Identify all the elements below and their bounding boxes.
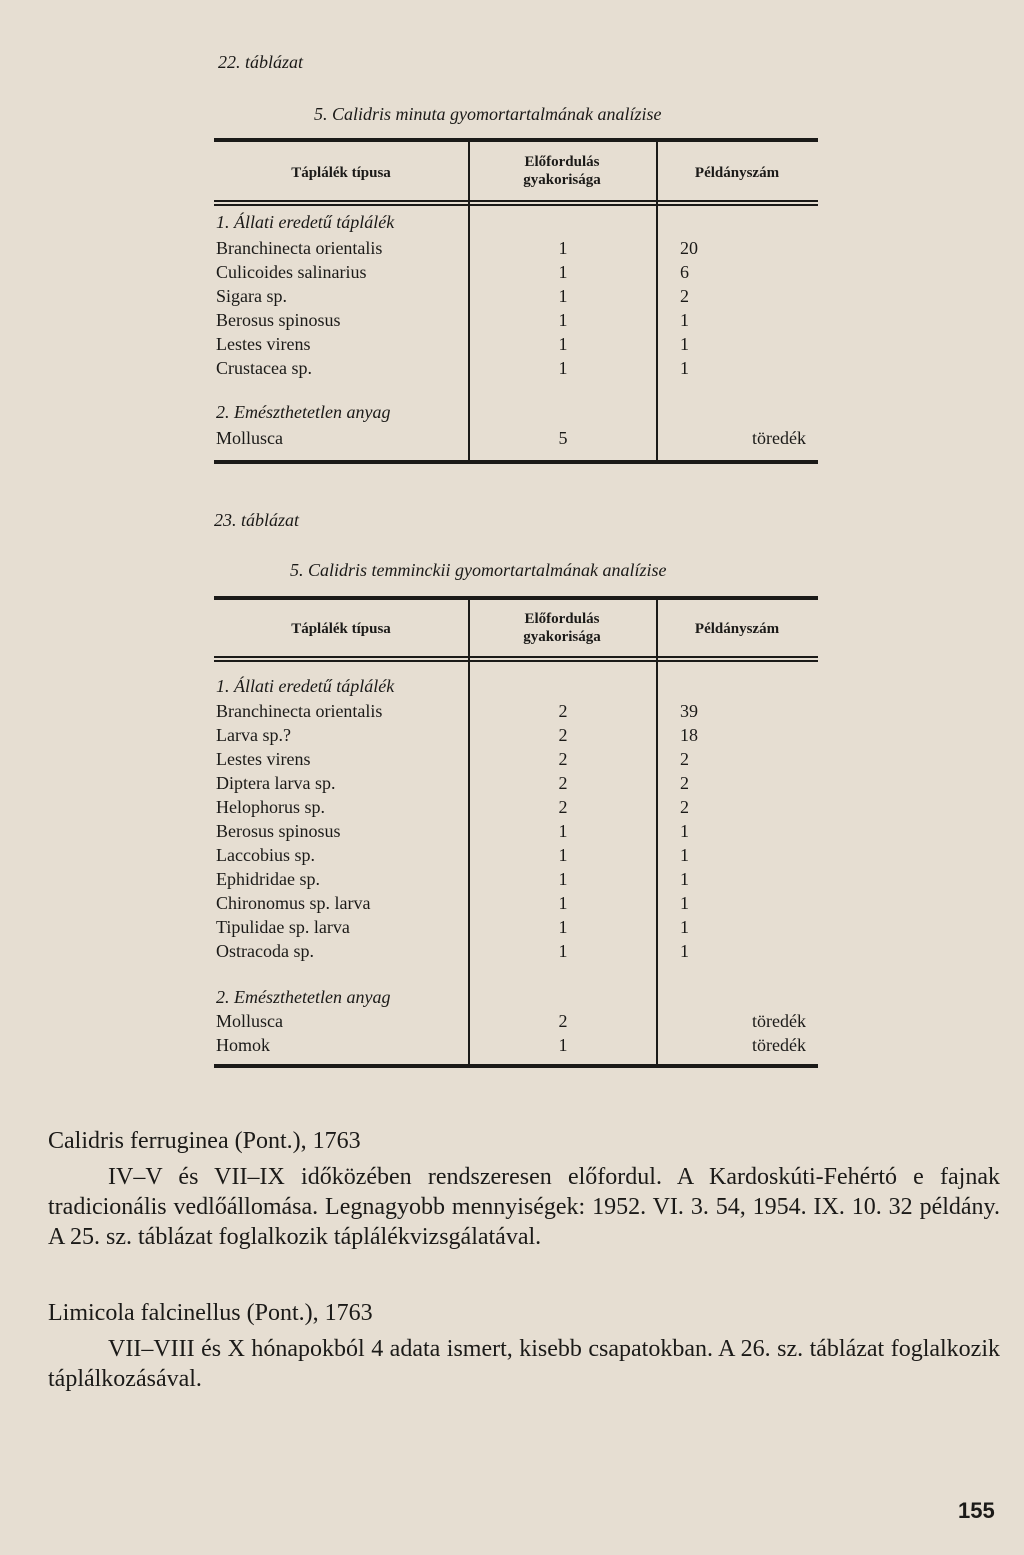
table-row — [214, 891, 818, 915]
frequency: 1 — [558, 845, 568, 865]
table-row — [214, 843, 818, 867]
table-22-title: 5. Calidris minuta gyomortartalmának analízise — [314, 104, 662, 124]
table-row — [214, 939, 818, 963]
taxon: Lestes virens — [216, 334, 311, 354]
taxon: Ephidridae sp. — [216, 869, 320, 889]
table-row — [214, 747, 818, 771]
frequency: 1 — [558, 334, 568, 354]
taxon: Mollusca — [216, 1011, 283, 1031]
header-frequency — [468, 610, 656, 646]
table-row — [214, 795, 818, 819]
table-22-label: 22. táblázat — [218, 52, 304, 72]
frequency: 1 — [558, 358, 568, 378]
species-heading-calidris-ferruginea: Calidris ferruginea (Pont.), 1763 — [48, 1128, 361, 1154]
table-top-rule — [214, 596, 818, 600]
table-row — [214, 1033, 818, 1057]
table-23-label: 23. táblázat — [214, 510, 300, 530]
header-rule — [214, 200, 818, 206]
frequency: 2 — [558, 773, 568, 793]
table-row — [214, 426, 818, 450]
section-1-label: 1. Állati eredetű táplálék — [216, 676, 395, 696]
taxon: Chironomus sp. larva — [216, 893, 371, 913]
count: 1 — [680, 941, 689, 961]
frequency: 2 — [558, 725, 568, 745]
taxon: Sigara sp. — [216, 286, 287, 306]
taxon: Crustacea sp. — [216, 358, 312, 378]
taxon: Branchinecta orientalis — [216, 701, 383, 721]
taxon: Larva sp.? — [216, 725, 291, 745]
count: 6 — [680, 262, 689, 282]
taxon: Laccobius sp. — [216, 845, 315, 865]
frequency: 1 — [558, 917, 568, 937]
count: 1 — [680, 893, 689, 913]
header-frequency-line1: Előfordulás — [524, 154, 600, 170]
count: 18 — [680, 725, 698, 745]
taxon: Homok — [216, 1035, 270, 1055]
count: 2 — [680, 773, 689, 793]
frequency: 2 — [558, 1011, 568, 1031]
frequency: 1 — [558, 941, 568, 961]
section-2-label: 2. Emészthetetlen anyag — [216, 402, 391, 422]
paragraph-limicola-falcinellus: VII–VIII és X hónapokból 4 adata ismert, kisebb csapatokban. A 26. sz. táblázat foglalkozik táplálkozásával. — [48, 1336, 1000, 1392]
frequency: 1 — [558, 821, 568, 841]
frequency: 1 — [558, 262, 568, 282]
section-heading — [214, 210, 818, 234]
table-23 — [214, 596, 818, 1068]
header-frequency-line2: gyakorisága — [523, 629, 601, 645]
section-heading — [214, 985, 818, 1009]
paragraph-calidris-ferruginea: IV–V és VII–IX időközében rendszeresen előfordul. A Kardoskúti-Fehértó e fajnak tradicionális vedlőállomása. Legnagyobb mennyiségek: 1952. VI. 3. 54, 1954. IX. 10. 32 példány. A 25. sz. táblázat foglalkozik táplálékvizsgálatával. — [48, 1164, 1000, 1250]
section-2-label: 2. Emészthetetlen anyag — [216, 987, 391, 1007]
count: 1 — [680, 845, 689, 865]
taxon: Culicoides salinarius — [216, 262, 367, 282]
taxon: Mollusca — [216, 428, 283, 448]
count: 2 — [680, 286, 689, 306]
header-count: Példányszám — [694, 165, 780, 181]
table-bottom-rule — [214, 460, 818, 464]
species-heading-limicola-falcinellus: Limicola falcinellus (Pont.), 1763 — [48, 1300, 373, 1326]
section-heading — [214, 674, 818, 698]
count: 2 — [680, 797, 689, 817]
count: 2 — [680, 749, 689, 769]
taxon: Berosus spinosus — [216, 821, 341, 841]
taxon: Berosus spinosus — [216, 310, 341, 330]
section-1-label: 1. Állati eredetű táplálék — [216, 212, 395, 232]
section-heading — [214, 400, 818, 424]
count: 1 — [680, 917, 689, 937]
header-type: Táplálék típusa — [291, 621, 391, 637]
table-row — [214, 723, 818, 747]
table-23-title: 5. Calidris temminckii gyomortartalmának analízise — [290, 560, 667, 580]
table-row — [214, 771, 818, 795]
table-row — [214, 284, 818, 308]
count: töredék — [752, 1035, 806, 1055]
count: töredék — [752, 1011, 806, 1031]
count: töredék — [752, 428, 806, 448]
table-row — [214, 236, 818, 260]
count: 1 — [680, 821, 689, 841]
table-row — [214, 332, 818, 356]
table-row — [214, 867, 818, 891]
table-top-rule — [214, 138, 818, 142]
table-row — [214, 356, 818, 380]
frequency: 5 — [558, 428, 568, 448]
taxon: Tipulidae sp. larva — [216, 917, 350, 937]
table-row — [214, 699, 818, 723]
table-row — [214, 308, 818, 332]
frequency: 2 — [558, 749, 568, 769]
count: 1 — [680, 310, 689, 330]
table-22 — [214, 138, 818, 464]
count: 1 — [680, 869, 689, 889]
frequency: 2 — [558, 797, 568, 817]
table-row — [214, 260, 818, 284]
frequency: 1 — [558, 286, 568, 306]
frequency: 1 — [558, 310, 568, 330]
frequency: 1 — [558, 1035, 568, 1055]
taxon: Diptera larva sp. — [216, 773, 336, 793]
header-rule — [214, 656, 818, 662]
taxon: Helophorus sp. — [216, 797, 325, 817]
taxon: Ostracoda sp. — [216, 941, 314, 961]
header-count: Példányszám — [694, 621, 780, 637]
count: 1 — [680, 334, 689, 354]
page-number: 155 — [958, 1498, 995, 1523]
table-row — [214, 915, 818, 939]
taxon: Branchinecta orientalis — [216, 238, 383, 258]
frequency: 1 — [558, 869, 568, 889]
frequency: 1 — [558, 893, 568, 913]
count: 39 — [680, 701, 698, 721]
frequency: 2 — [558, 701, 568, 721]
table-row — [214, 819, 818, 843]
count: 20 — [680, 238, 698, 258]
header-frequency-line2: gyakorisága — [523, 172, 601, 188]
header-type: Táplálék típusa — [291, 165, 391, 181]
table-row — [214, 1009, 818, 1033]
count: 1 — [680, 358, 689, 378]
header-frequency — [468, 153, 656, 189]
table-bottom-rule — [214, 1064, 818, 1068]
frequency: 1 — [558, 238, 568, 258]
header-frequency-line1: Előfordulás — [524, 611, 600, 627]
taxon: Lestes virens — [216, 749, 311, 769]
